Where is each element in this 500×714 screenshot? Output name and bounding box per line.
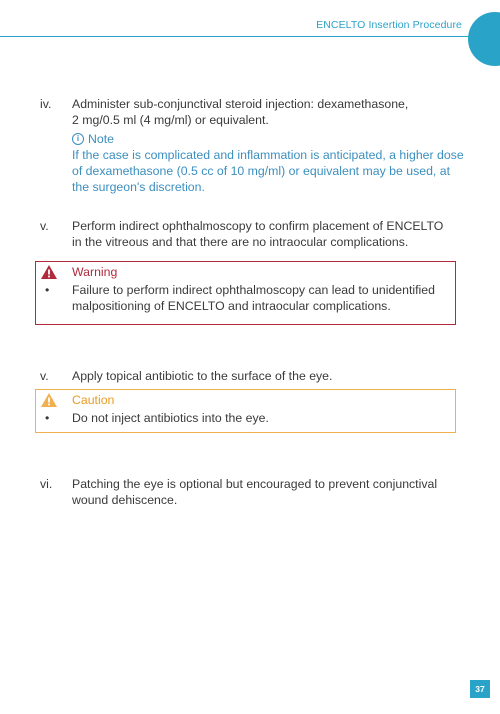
step-text-line: wound dehiscence. [72,493,178,507]
step-text-line: Patching the eye is optional but encouraged to prevent conjunctival [72,477,438,491]
page-number: 37 [470,680,490,698]
caution-label: Caution [72,393,115,407]
warning-text-line: malpositioning of ENCELTO and intraocular complications. [72,299,391,313]
info-circle-icon: i [72,133,84,145]
note-text-line: of dexamethasone (0.5 cc of 10 mg/ml) or equivalent may be used, at [72,164,450,178]
step-text-line: Administer sub-conjunctival steroid injection: dexamethasone, [72,97,409,111]
bullet: • [45,283,50,297]
step-v-antibiotic [40,368,460,384]
step-number: iv. [40,97,52,111]
running-header: ENCELTO Insertion Procedure [316,19,462,31]
caution-box [35,389,456,433]
step-v-ophthalmoscopy [40,218,460,250]
warning-item [36,282,455,314]
bullet: • [45,411,50,425]
step-text-line: 2 mg/0.5 ml (4 mg/ml) or equivalent. [72,113,269,127]
step-text-line: Perform indirect ophthalmoscopy to confirm placement of ENCELTO [72,219,444,233]
note-block [72,131,472,195]
caution-item [36,410,455,426]
step-vi [40,476,460,508]
caution-triangle-icon [40,392,58,408]
step-number: v. [40,369,49,383]
note-text-line: the surgeon's discretion. [72,180,205,194]
step-text-line: Apply topical antibiotic to the surface of the eye. [72,369,333,383]
step-iv [40,96,460,128]
header-rule [0,36,470,37]
caution-text-line: Do not inject antibiotics into the eye. [72,411,269,425]
note-label: Note [88,132,114,146]
warning-label: Warning [72,265,118,279]
warning-box [35,261,456,325]
step-text-line: in the vitreous and that there are no intraocular complications. [72,235,409,249]
step-number: v. [40,219,49,233]
step-number: vi. [40,477,53,491]
warning-triangle-icon [40,264,58,280]
note-text-line: If the case is complicated and inflammation is anticipated, a higher dose [72,148,464,162]
warning-text-line: Failure to perform indirect ophthalmoscopy can lead to unidentified [72,283,435,297]
header-decoration [468,12,500,66]
